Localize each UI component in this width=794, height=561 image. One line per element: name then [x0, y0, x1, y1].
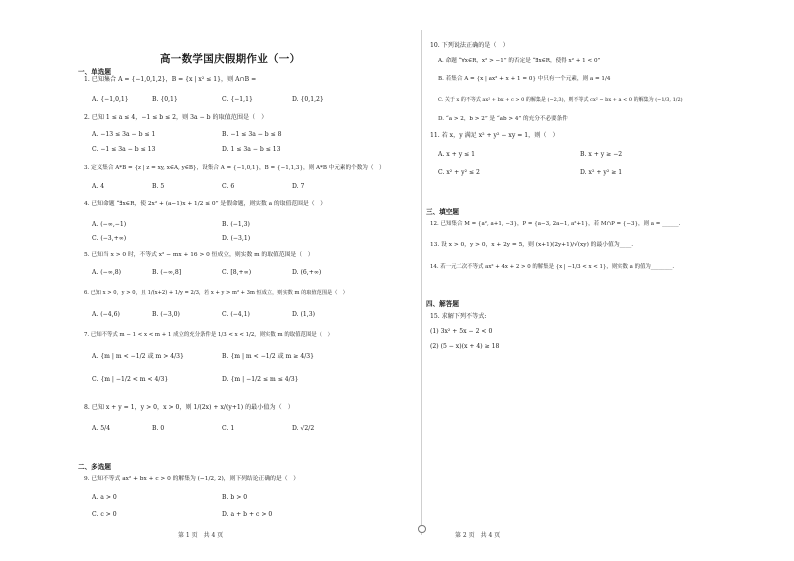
q10-option-b: B. 若集合 A = {x | ax² + x + 1 = 0} 中只有一个元素，则 a = 1/4 [438, 76, 611, 82]
right-page [397, 0, 794, 561]
q2-option-c: C. −1 ≤ 3a − b ≤ 13 [92, 146, 156, 153]
q1-option-b: B. {0,1} [152, 96, 178, 103]
question-10: 10. 下列说法正确的是（ ） [430, 42, 509, 49]
q1-option-a: A. {−1,0,1} [92, 96, 129, 103]
question-1: 1. 已知集合 A = {−1,0,1,2}，B = {x | x² ≤ 1}，则 A∩B = [84, 76, 257, 83]
q4-option-d: D. (−3,1) [222, 235, 251, 242]
question-8: 8. 已知 x + y = 1，y > 0，x > 0，则 1/(2x) + x/(y+1) 的最小值为（ ） [84, 404, 294, 411]
q4-option-c: C. (−3,+∞) [92, 235, 127, 242]
question-13: 13. 设 x > 0，y > 0，x + 2y = 5，则 (x+1)(2y+1)/√(xy) 的最小值为____. [430, 242, 634, 248]
q6-option-b: B. (−3,0) [152, 311, 180, 318]
question-4: 4. 已知命题 “∃x∈R，使 2x² + (a−1)x + 1/2 ≤ 0” 是假命题，则实数 a 的取值范围是（ ） [84, 201, 327, 207]
q7-option-d: D. {m | −1/2 ≤ m ≤ 4/3} [222, 376, 299, 383]
q1-option-c: C. {−1,1} [222, 96, 253, 103]
section-free-response: 四、解答题 [426, 300, 459, 308]
q10-option-a: A. 命题 “∀x∈R，x² > −1” 的否定是 “∃x∈R，使得 x² + 1 < 0” [438, 58, 601, 64]
page-number-right: 第 2 页 共 4 页 [455, 532, 501, 539]
question-11: 11. 若 x，y 满足 x² + y² − xy = 1，则（ ） [430, 132, 559, 139]
q3-option-c: C. 6 [222, 183, 235, 190]
q1-option-d: D. {0,1,2} [292, 96, 324, 103]
q9-option-d: D. a + b + c > 0 [222, 511, 273, 518]
q2-option-a: A. −13 ≤ 3a − b ≤ 1 [92, 131, 156, 138]
q6-option-c: C. (−4,1) [222, 311, 250, 318]
section-single-choice: 一、单选题 [78, 68, 111, 76]
q2-option-d: D. 1 ≤ 3a − b ≤ 13 [222, 146, 281, 153]
q6-option-d: D. (1,3) [292, 311, 315, 318]
question-2: 2. 已知 1 ≤ a ≤ 4，−1 ≤ b ≤ 2，则 3a − b 的取值范围是（ ） [84, 114, 268, 121]
q15-part-1: (1) 3x² + 5x − 2 < 0 [430, 328, 493, 335]
question-12: 12. 已知集合 M = {a², a+1, −3}，P = {a−3, 2a−1, a²+1}，若 M∩P = {−3}，则 a = ______. [430, 221, 681, 227]
q5-option-c: C. [8,+∞) [222, 269, 252, 276]
q5-option-a: A. (−∞,8) [92, 269, 122, 276]
q2-option-b: B. −1 ≤ 3a − b ≤ 8 [222, 131, 282, 138]
q8-option-d: D. √2/2 [292, 425, 315, 432]
q5-option-b: B. (−∞,8] [152, 269, 182, 276]
page-title: 高一数学国庆假期作业（一） [160, 53, 301, 65]
q6-option-a: A. (−4,6) [92, 311, 120, 318]
q7-option-a: A. {m | m < −1/2 或 m > 4/3} [92, 353, 184, 360]
q4-option-b: B. (−1,3) [222, 221, 250, 228]
q9-option-a: A. a > 0 [92, 494, 117, 501]
question-6: 6. 已知 x > 0，y > 0，且 1/(x+2) + 1/y = 2/3，若 x + y > m² + 3m 恒成立，则实数 m 的取值范围是（ ） [84, 290, 348, 296]
q3-option-a: A. 4 [92, 183, 105, 190]
q7-option-c: C. {m | −1/2 < m < 4/3} [92, 376, 169, 383]
question-5: 5. 已知当 x > 0 时，不等式 x² − mx + 16 > 0 恒成立，则实数 m 的取值范围是（ ） [84, 252, 314, 258]
question-7: 7. 已知不等式 m − 1 < x < m + 1 成立的充分条件是 1/3 < x < 1/2，则实数 m 的取值范围是（ ） [84, 332, 333, 338]
q8-option-b: B. 0 [152, 425, 165, 432]
question-14: 14. 若一元二次不等式 ax² + 4x + 2 > 0 的解集是 {x | −1/3 < x < 1}，则实数 a 的值为________. [430, 264, 675, 270]
q10-option-d: D. “a > 2，b > 2” 是 “ab > 4” 的充分不必要条件 [438, 116, 568, 122]
q9-option-c: C. c > 0 [92, 511, 117, 518]
question-9: 9. 已知不等式 ax² + bx + c > 0 的解集为 (−1/2, 2)，则下列结论正确的是（ ） [84, 476, 300, 482]
q15-part-2: (2) (5 − x)(x + 4) ≥ 18 [430, 343, 500, 350]
q3-option-b: B. 5 [152, 183, 165, 190]
q8-option-c: C. 1 [222, 425, 235, 432]
question-3: 3. 定义集合 A*B = {z | z = xy, x∈A, y∈B}，设集合 A = {−1,0,1}，B = {−1,1,3}，则 A*B 中元素的个数为（ ） [84, 165, 385, 171]
q11-option-d: D. x² + y² ≥ 1 [580, 169, 623, 176]
q5-option-d: D. (6,+∞) [292, 269, 322, 276]
q4-option-a: A. (−∞,−1) [92, 221, 127, 228]
section-multiple-choice: 二、多选题 [78, 463, 111, 471]
question-15: 15. 求解下列不等式: [430, 313, 487, 320]
q9-option-b: B. b > 0 [222, 494, 248, 501]
q10-option-c: C. 关于 x 的不等式 ax² + bx + c > 0 的解集是 (−2,3)，则不等式 cx² − bx + a < 0 的解集为 (−1/3, 1/2) [438, 97, 683, 103]
q3-option-d: D. 7 [292, 183, 305, 190]
q11-option-b: B. x + y ≥ −2 [580, 151, 623, 158]
q7-option-b: B. {m | m < −1/2 或 m ≥ 4/3} [222, 353, 315, 360]
section-fill-in: 三、填空题 [426, 208, 459, 216]
q11-option-c: C. x² + y² ≤ 2 [438, 169, 480, 176]
q8-option-a: A. 5/4 [92, 425, 111, 432]
page-number-left: 第 1 页 共 4 页 [178, 532, 224, 539]
q11-option-a: A. x + y ≤ 1 [438, 151, 475, 158]
